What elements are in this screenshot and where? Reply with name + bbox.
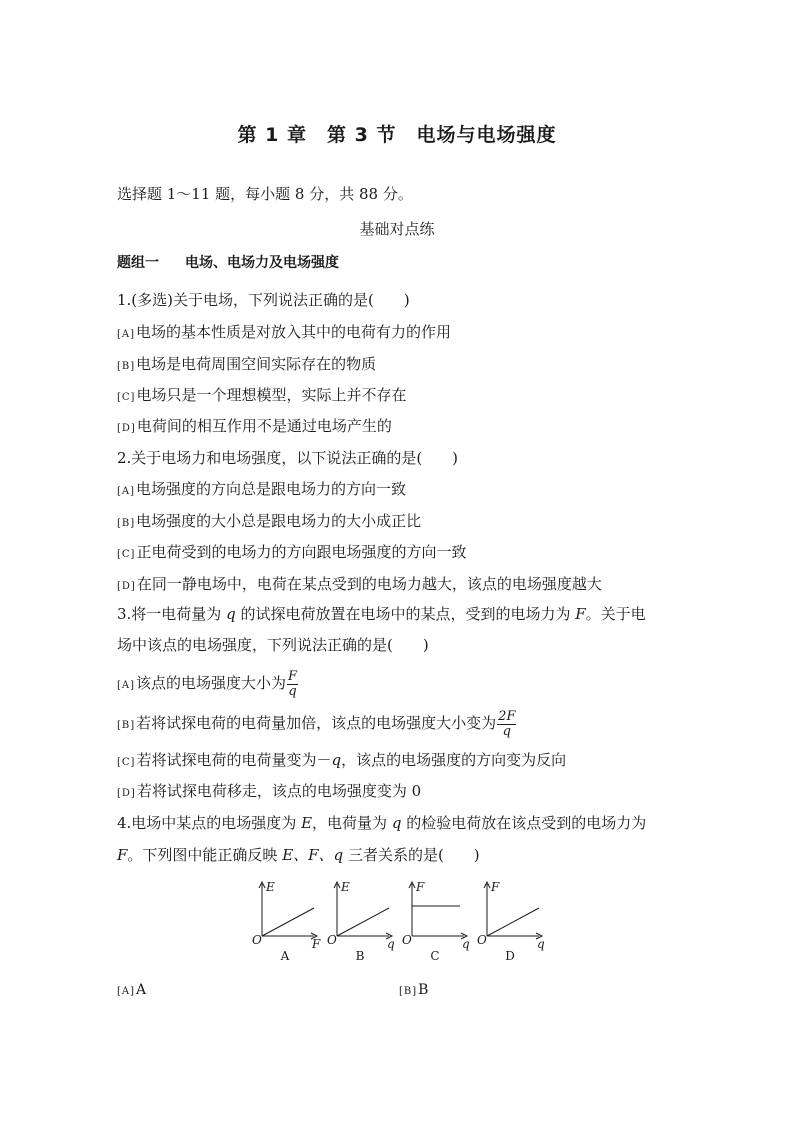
q1-option-b[interactable] <box>117 354 376 377</box>
q1-option-a[interactable] <box>117 322 451 345</box>
q3-stem-line1: 3.将一电荷量为 q 的试探电荷放置在电场中的某点，受到的电场力为 F。关于电 <box>117 605 646 623</box>
option-label: [C] <box>117 757 136 768</box>
option-text: 在同一静电场中，电荷在某点受到的电场力越大，该点的电场强度越大 <box>136 575 602 593</box>
graph-c <box>402 880 470 963</box>
section-heading: 基础对点练 <box>359 220 435 238</box>
q3-stem-line2: 场中该点的电场强度，下列说法正确的是( ) <box>117 636 429 654</box>
x-axis-label: q <box>462 937 470 951</box>
option-text: A <box>136 982 147 998</box>
q3-option-c[interactable]: [C]若将试探电荷的电荷量变为－q，该点的电场强度的方向变为反向 <box>117 751 567 769</box>
graph-caption: D <box>505 949 515 963</box>
var-F: F <box>117 846 128 864</box>
graph-a <box>252 880 321 963</box>
q2-option-c[interactable] <box>117 542 466 565</box>
q4-stem-line1: 4.电场中某点的电场强度为 E，电荷量为 q 的检验电荷放在该点受到的电场力为 <box>117 814 647 832</box>
y-axis-label: F <box>416 880 425 894</box>
y-axis-label: E <box>341 880 350 894</box>
option-label: [A] <box>117 329 136 340</box>
origin-label: O <box>252 933 262 947</box>
q3-option-a[interactable] <box>117 665 298 704</box>
var-E: E <box>301 814 313 832</box>
option-text: B <box>418 982 429 998</box>
var-q: q <box>391 814 402 832</box>
option-label: [A] <box>117 680 136 691</box>
q3-option-d[interactable] <box>117 781 421 804</box>
option-label: [A] <box>117 986 136 997</box>
q3-option-b[interactable] <box>117 705 516 744</box>
q1-option-d[interactable] <box>117 416 392 439</box>
graph-curve <box>487 908 539 936</box>
option-label: [B] <box>117 518 136 529</box>
q1-option-c[interactable] <box>117 385 406 408</box>
fraction-F-over-q: $\frac{F}{q}$ <box>288 668 298 699</box>
q2-option-a[interactable] <box>117 479 406 502</box>
graph-caption: A <box>280 949 290 963</box>
option-text: 电场强度的大小总是跟电场力的大小成正比 <box>136 512 422 530</box>
graph-curve <box>262 908 314 936</box>
option-label: [C] <box>117 392 136 403</box>
origin-label: O <box>477 933 487 947</box>
var-q: q <box>331 751 342 769</box>
origin-label: O <box>327 933 337 947</box>
q4-answer-a[interactable] <box>117 980 146 1002</box>
option-text: 若将试探电荷的电荷量加倍，该点的电场强度大小变为 <box>136 714 497 732</box>
q2-option-b[interactable] <box>117 511 421 534</box>
option-text: 若将试探电荷移走，该点的电场强度变为 0 <box>136 782 422 800</box>
option-text: 正电荷受到的电场力的方向跟电场强度的方向一致 <box>136 543 467 561</box>
option-label: [D] <box>117 581 136 592</box>
option-text: 电场强度的方向总是跟电场力的方向一致 <box>136 480 407 498</box>
option-label: [B] <box>399 986 418 997</box>
option-label: [B] <box>117 361 136 372</box>
option-label: [B] <box>117 720 136 731</box>
option-label: [D] <box>117 788 136 799</box>
graph-d <box>477 880 545 963</box>
option-text: 电场是电荷周围空间实际存在的物质 <box>136 355 377 373</box>
option-text: 电场只是一个理想模型，实际上并不存在 <box>136 386 407 404</box>
option-label: [C] <box>117 549 136 560</box>
q1-stem: 1.(多选)关于电场，下列说法正确的是( ) <box>117 291 410 309</box>
graph-b <box>327 880 395 963</box>
x-axis-label: q <box>537 937 545 951</box>
q4-graphs <box>250 878 550 968</box>
graph-caption: C <box>430 949 440 963</box>
graph-curve <box>337 908 389 936</box>
var-q: q <box>226 605 236 623</box>
fraction-2F-over-q: $\frac{2F}{q}$ <box>498 708 516 739</box>
x-axis-label: F <box>312 937 321 951</box>
group-name: 电场、电场力及电场强度 <box>185 255 339 271</box>
q2-stem: 2.关于电场力和电场强度，以下说法正确的是( ) <box>117 449 459 467</box>
y-axis-label: F <box>491 880 500 894</box>
option-text: 电荷间的相互作用不是通过电场产生的 <box>136 417 392 435</box>
option-text: 电场的基本性质是对放入其中的电荷有力的作用 <box>136 323 452 341</box>
var-F: F <box>575 605 586 623</box>
vars-EFq: E、F、q <box>282 846 344 864</box>
option-text: 该点的电场强度大小为 <box>136 674 287 692</box>
q4-stem-line2: F。下列图中能正确反映 E、F、q 三者关系的是( ) <box>117 846 480 864</box>
origin-label: O <box>402 933 412 947</box>
graph-caption: B <box>355 949 365 963</box>
group-heading <box>117 253 339 273</box>
intro-text: 选择题 1～11 题，每小题 8 分，共 88 分。 <box>117 185 413 203</box>
group-label: 题组一 <box>117 255 159 271</box>
option-label: [D] <box>117 423 136 434</box>
page-title: 第 1 章 第 3 节 电场与电场强度 <box>237 124 557 146</box>
q4-answer-b[interactable] <box>399 980 428 1002</box>
q2-option-d[interactable] <box>117 574 602 597</box>
y-axis-label: E <box>266 880 275 894</box>
x-axis-label: q <box>387 937 395 951</box>
option-label: [A] <box>117 486 136 497</box>
